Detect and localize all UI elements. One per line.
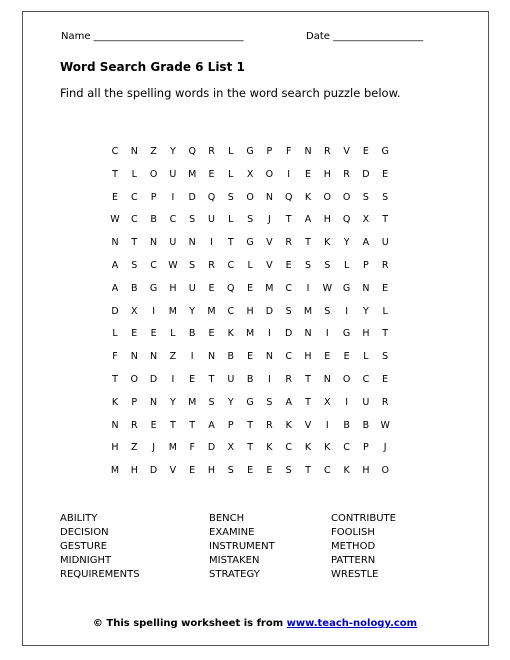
- grid-letter: L: [112, 328, 118, 340]
- grid-letter: Y: [343, 237, 350, 249]
- grid-letter: E: [266, 465, 273, 477]
- grid-letter: X: [362, 214, 370, 226]
- grid-letter: B: [131, 282, 138, 294]
- grid-letter: L: [382, 305, 388, 317]
- grid-letter: N: [150, 396, 158, 408]
- grid-letter: S: [189, 260, 196, 271]
- grid-letter: S: [382, 351, 389, 363]
- name-field: Name ______________________________: [61, 31, 244, 42]
- grid-letter: C: [285, 282, 292, 294]
- grid-letter: X: [227, 442, 235, 454]
- grid-letter: J: [383, 442, 387, 454]
- grid-letter: C: [150, 260, 157, 271]
- footer-text: © This spelling worksheet is from: [92, 618, 287, 629]
- grid-letter: T: [189, 419, 196, 431]
- grid-letter: R: [381, 260, 389, 271]
- grid-letter: C: [285, 351, 292, 363]
- grid-letter: X: [131, 305, 138, 317]
- grid-letter: D: [207, 442, 216, 454]
- grid-letter: E: [247, 465, 254, 477]
- grid-letter: G: [246, 237, 254, 249]
- grid-letter: A: [208, 419, 215, 431]
- grid-letter: K: [285, 419, 292, 431]
- grid-letter: Y: [169, 146, 176, 157]
- spelling-word: GESTURE: [60, 541, 108, 552]
- grid-letter: S: [324, 260, 331, 271]
- grid-letter: O: [381, 465, 389, 477]
- grid-letter: T: [305, 237, 311, 249]
- grid-letter: D: [285, 328, 293, 340]
- grid-letter: D: [265, 305, 274, 317]
- spelling-word: DECISION: [60, 527, 109, 538]
- grid-letter: T: [247, 442, 253, 454]
- grid-letter: N: [304, 328, 312, 340]
- footer: [0, 618, 510, 629]
- grid-letter: N: [362, 282, 370, 294]
- grid-letter: H: [207, 465, 216, 477]
- grid-letter: R: [266, 419, 273, 431]
- grid-letter: C: [111, 146, 119, 157]
- grid-letter: A: [362, 237, 370, 249]
- grid-letter: H: [246, 305, 254, 317]
- grid-letter: N: [265, 191, 273, 203]
- grid-letter: U: [227, 374, 235, 385]
- grid-letter: U: [169, 237, 177, 249]
- grid-letter: H: [323, 214, 331, 226]
- grid-letter: S: [285, 465, 292, 477]
- grid-letter: L: [247, 260, 253, 271]
- grid-letter: X: [324, 396, 331, 408]
- grid-letter: K: [343, 465, 350, 477]
- spelling-word: INSTRUMENT: [209, 541, 275, 552]
- grid-letter: I: [267, 374, 271, 385]
- grid-letter: Q: [188, 146, 196, 157]
- grid-letter: H: [130, 465, 138, 477]
- grid-letter: G: [342, 328, 351, 340]
- grid-letter: L: [343, 260, 350, 271]
- grid-letter: Y: [169, 396, 176, 408]
- grid-letter: Z: [169, 351, 177, 363]
- grid-letter: K: [111, 396, 119, 408]
- grid-letter: E: [150, 419, 157, 431]
- grid-letter: I: [171, 374, 175, 385]
- grid-letter: U: [169, 168, 177, 180]
- grid-letter: M: [303, 305, 313, 317]
- grid-letter: R: [130, 419, 138, 431]
- grid-letter: T: [382, 214, 389, 226]
- grid-letter: L: [131, 168, 137, 180]
- grid-letter: E: [324, 351, 331, 363]
- grid-letter: N: [130, 351, 138, 363]
- grid-letter: K: [266, 442, 273, 454]
- spelling-word: METHOD: [331, 541, 376, 552]
- grid-letter: O: [323, 191, 332, 203]
- date-field: Date __________________: [306, 31, 424, 42]
- grid-letter: H: [304, 351, 312, 363]
- grid-letter: N: [207, 351, 216, 363]
- grid-letter: S: [362, 191, 369, 203]
- grid-letter: A: [304, 214, 312, 226]
- grid-letter: Q: [207, 191, 216, 203]
- grid-letter: Y: [189, 305, 196, 317]
- grid-letter: W: [168, 260, 178, 271]
- grid-letter: P: [266, 146, 273, 157]
- grid-letter: X: [246, 168, 254, 180]
- grid-letter: N: [265, 351, 273, 363]
- grid-letter: P: [150, 191, 157, 203]
- grid-letter: S: [247, 214, 254, 226]
- grid-letter: E: [247, 351, 254, 363]
- grid-letter: D: [111, 305, 119, 317]
- grid-letter: I: [210, 237, 213, 249]
- grid-letter: V: [304, 419, 312, 431]
- grid-letter: O: [246, 191, 254, 203]
- grid-letter: G: [149, 282, 158, 294]
- grid-letter: P: [227, 419, 234, 431]
- grid-letter: E: [382, 168, 389, 180]
- grid-letter: D: [188, 191, 196, 203]
- grid-letter: M: [168, 442, 177, 454]
- grid-letter: S: [208, 396, 215, 408]
- grid-letter: T: [305, 374, 311, 385]
- grid-letter: B: [188, 328, 196, 340]
- grid-letter: C: [323, 465, 331, 477]
- grid-letter: N: [111, 419, 119, 431]
- grid-letter: R: [323, 146, 331, 157]
- grid-letter: I: [306, 282, 310, 294]
- grid-letter: H: [362, 465, 370, 477]
- grid-letter: O: [342, 191, 351, 203]
- grid-row: [105, 305, 395, 319]
- grid-letter: H: [111, 442, 119, 454]
- grid-letter: V: [266, 237, 273, 249]
- grid-letter: U: [208, 214, 215, 226]
- grid-letter: H: [323, 168, 331, 180]
- grid-letter: L: [228, 214, 234, 226]
- grid-letter: E: [208, 282, 215, 294]
- grid-letter: I: [267, 328, 271, 340]
- grid-letter: H: [362, 328, 370, 340]
- grid-letter: G: [246, 146, 254, 157]
- grid-letter: Q: [342, 214, 351, 226]
- grid-letter: U: [188, 282, 196, 294]
- grid-letter: W: [110, 214, 120, 226]
- grid-letter: N: [150, 237, 158, 249]
- spelling-word: MISTAKEN: [209, 555, 260, 566]
- grid-letter: C: [343, 442, 350, 454]
- grid-letter: E: [285, 260, 292, 271]
- grid-letter: I: [345, 396, 348, 408]
- grid-letter: E: [189, 465, 196, 477]
- grid-letter: U: [381, 237, 389, 249]
- grid-letter: C: [130, 214, 138, 226]
- grid-row: [105, 168, 395, 182]
- grid-letter: N: [111, 237, 119, 249]
- grid-letter: E: [150, 328, 157, 340]
- footer-link[interactable]: www.teach-nology.com: [286, 618, 418, 629]
- grid-letter: S: [285, 305, 292, 317]
- grid-letter: S: [227, 191, 234, 203]
- grid-letter: W: [322, 282, 332, 294]
- grid-letter: V: [343, 146, 350, 157]
- grid-letter: L: [363, 351, 369, 363]
- grid-letter: G: [342, 282, 351, 294]
- grid-letter: L: [228, 146, 234, 157]
- grid-row: [105, 259, 395, 273]
- grid-letter: C: [285, 442, 292, 454]
- grid-letter: F: [285, 146, 292, 157]
- grid-letter: K: [324, 237, 331, 249]
- grid-row: [105, 213, 395, 227]
- grid-letter: T: [169, 419, 176, 431]
- grid-letter: D: [149, 374, 158, 385]
- grid-letter: O: [149, 168, 158, 180]
- grid-letter: M: [110, 465, 120, 477]
- grid-letter: K: [304, 191, 312, 203]
- grid-letter: I: [287, 168, 291, 180]
- grid-letter: I: [345, 305, 348, 317]
- grid-letter: V: [266, 260, 273, 271]
- grid-letter: A: [111, 260, 119, 271]
- grid-letter: M: [188, 168, 197, 180]
- grid-letter: I: [190, 351, 194, 363]
- spelling-word: CONTRIBUTE: [331, 513, 396, 524]
- grid-letter: S: [227, 465, 234, 477]
- spelling-word: MIDNIGHT: [60, 555, 112, 566]
- grid-letter: C: [169, 214, 177, 226]
- grid-letter: S: [266, 396, 273, 408]
- grid-letter: B: [150, 214, 157, 226]
- grid-letter: T: [285, 214, 292, 226]
- grid-letter: Z: [150, 146, 157, 157]
- spelling-word: WRESTLE: [331, 569, 379, 580]
- grid-letter: C: [227, 305, 235, 317]
- grid-letter: Z: [131, 442, 138, 454]
- spelling-word: REQUIREMENTS: [60, 569, 140, 580]
- grid-row: [105, 419, 395, 433]
- grid-letter: S: [189, 214, 196, 226]
- grid-letter: T: [112, 374, 118, 385]
- grid-letter: F: [112, 351, 118, 363]
- grid-letter: L: [170, 328, 176, 340]
- grid-letter: Q: [284, 191, 293, 203]
- grid-letter: Y: [227, 396, 234, 408]
- grid-letter: I: [171, 191, 175, 203]
- grid-letter: E: [208, 168, 215, 180]
- grid-letter: C: [362, 374, 370, 385]
- grid-letter: G: [246, 396, 254, 408]
- grid-letter: B: [362, 419, 370, 431]
- grid-letter: I: [325, 419, 329, 431]
- grid-letter: S: [382, 191, 389, 203]
- grid-letter: M: [265, 282, 274, 294]
- grid-letter: T: [227, 237, 234, 249]
- grid-letter: D: [362, 168, 370, 180]
- grid-letter: H: [169, 282, 177, 294]
- grid-letter: J: [152, 442, 155, 454]
- grid-letter: S: [324, 305, 331, 317]
- spelling-word: EXAMINE: [209, 527, 255, 538]
- grid-letter: T: [131, 237, 138, 249]
- grid-letter: R: [285, 237, 292, 249]
- grid-letter: A: [111, 282, 119, 294]
- grid-letter: C: [130, 191, 138, 203]
- grid-letter: N: [304, 146, 312, 157]
- grid-letter: E: [111, 191, 118, 203]
- grid-letter: K: [227, 328, 234, 340]
- grid-letter: U: [362, 396, 370, 408]
- grid-row: [105, 350, 395, 364]
- grid-letter: I: [152, 305, 155, 317]
- grid-letter: P: [131, 396, 138, 408]
- grid-letter: Y: [362, 305, 369, 317]
- grid-letter: E: [247, 282, 254, 294]
- grid-letter: E: [343, 351, 350, 363]
- grid-letter: M: [188, 396, 197, 408]
- grid-letter: K: [324, 442, 331, 454]
- grid-letter: T: [247, 419, 253, 431]
- grid-letter: B: [246, 374, 254, 385]
- grid-row: [105, 327, 395, 341]
- grid-letter: R: [208, 146, 215, 157]
- grid-letter: P: [363, 442, 369, 454]
- grid-letter: F: [189, 442, 195, 454]
- grid-letter: N: [323, 374, 331, 385]
- grid-row: [105, 396, 395, 410]
- grid-row: [105, 236, 395, 250]
- grid-row: [105, 191, 395, 205]
- grid-letter: S: [131, 260, 138, 271]
- grid-letter: W: [380, 419, 390, 431]
- grid-row: [105, 464, 395, 478]
- grid-row: [105, 373, 395, 387]
- grid-letter: T: [305, 465, 311, 477]
- grid-letter: B: [343, 419, 350, 431]
- grid-row: [105, 441, 395, 455]
- grid-row: [105, 282, 395, 296]
- grid-letter: L: [228, 168, 234, 180]
- grid-letter: S: [304, 260, 312, 271]
- grid-row: [105, 145, 395, 159]
- grid-letter: R: [208, 260, 215, 271]
- grid-letter: B: [227, 351, 235, 363]
- grid-letter: V: [169, 465, 177, 477]
- instructions: Find all the spelling words in the word search puzzle below.: [60, 86, 401, 100]
- grid-letter: Q: [227, 282, 235, 294]
- grid-letter: M: [207, 305, 216, 317]
- grid-letter: G: [381, 146, 389, 157]
- grid-letter: E: [382, 282, 389, 294]
- worksheet-title: Word Search Grade 6 List 1: [60, 60, 245, 74]
- grid-letter: R: [381, 396, 389, 408]
- grid-letter: E: [208, 328, 215, 340]
- spelling-word: ABILITY: [60, 513, 98, 524]
- grid-letter: E: [304, 168, 311, 180]
- grid-letter: T: [305, 396, 311, 408]
- grid-letter: E: [382, 374, 389, 385]
- grid-letter: O: [130, 374, 139, 385]
- grid-letter: E: [362, 146, 369, 157]
- grid-letter: I: [325, 328, 329, 340]
- spelling-word: BENCH: [209, 513, 245, 524]
- grid-letter: N: [150, 351, 158, 363]
- grid-letter: M: [168, 305, 177, 317]
- grid-letter: O: [265, 168, 274, 180]
- grid-letter: A: [285, 396, 292, 408]
- grid-letter: N: [188, 237, 196, 249]
- grid-letter: R: [343, 168, 350, 180]
- spelling-word: PATTERN: [331, 555, 376, 566]
- grid-letter: K: [304, 442, 312, 454]
- grid-letter: E: [131, 328, 138, 340]
- grid-letter: D: [149, 465, 158, 477]
- grid-letter: C: [227, 260, 235, 271]
- grid-letter: N: [130, 146, 138, 157]
- grid-letter: R: [285, 374, 292, 385]
- grid-letter: O: [342, 374, 351, 385]
- grid-letter: T: [208, 374, 215, 385]
- grid-letter: T: [382, 328, 389, 340]
- grid-letter: M: [245, 328, 255, 340]
- grid-letter: J: [267, 214, 271, 226]
- grid-letter: P: [363, 260, 369, 271]
- grid-letter: E: [189, 374, 196, 385]
- spelling-word: STRATEGY: [209, 569, 260, 580]
- grid-letter: T: [112, 168, 118, 180]
- spelling-word: FOOLISH: [331, 527, 375, 538]
